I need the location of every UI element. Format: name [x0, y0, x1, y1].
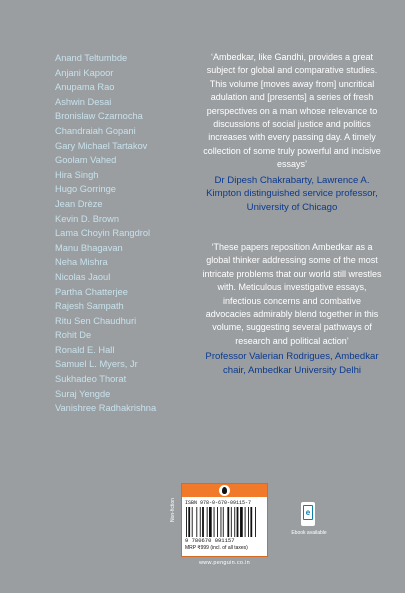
- ebook-label: Ebook available: [291, 530, 327, 536]
- contributor-name: Anand Teltumbde: [55, 53, 128, 63]
- contributor-name: Chandraiah Gopani: [55, 125, 136, 136]
- contributor-name: Neha Mishra: [55, 257, 108, 268]
- ebook-icon: [301, 502, 315, 526]
- contributor-name: Nicolas Jaoul: [55, 271, 111, 282]
- isbn-text: ISBN 978-0-670-09115-7: [185, 500, 252, 506]
- endorsement-quote-2: [200, 241, 384, 378]
- quote-attribution: Dr Dipesh Chakrabarty, Lawrence A. Kimpton distinguished service professor, University of Chicago: [206, 174, 378, 214]
- endorsement-quote-1: [200, 51, 384, 215]
- contributor-name: Samuel L. Myers, Jr: [55, 359, 138, 370]
- contributor-name: Jean Drèze: [55, 198, 103, 209]
- publisher-band: [182, 484, 267, 497]
- contributor-name: Anjani Kapoor: [55, 67, 114, 78]
- contributor-name: Ronald E. Hall: [55, 344, 115, 355]
- contributor-name: Gary Michael Tartakov: [55, 140, 148, 151]
- contributor-name: Sukhadeo Thorat: [55, 374, 127, 385]
- contributor-name: Ashwin Desai: [55, 96, 112, 107]
- quote-text: ‘These papers reposition Ambedkar as a global thinker addressing some of the most intricate problems that our world still wrestles with. Meticulous investigative essays, infectious concerns and combative advocacies admirably blend together in this volume, suggesting several pathways of research and political action’: [202, 242, 382, 346]
- barcode-icon: [186, 507, 263, 537]
- contributor-name: Ritu Sen Chaudhuri: [55, 315, 137, 326]
- quote-attribution: Professor Valerian Rodrigues, Ambedkar chair, Ambedkar University Delhi: [205, 351, 379, 377]
- category-label: Non-fiction: [170, 498, 176, 522]
- contributor-name: Partha Chatterjee: [55, 286, 128, 297]
- contributor-name: Vanishree Radhakrishna: [55, 403, 157, 414]
- contributor-name: Goolam Vahed: [55, 155, 117, 166]
- contributor-name: Suraj Yengde: [55, 388, 111, 399]
- contributor-name: Hugo Gorringe: [55, 184, 116, 195]
- price-text: MRP ₹999 (incl. of all taxes): [185, 545, 248, 551]
- contributor-name: Bronislaw Czarnocha: [55, 111, 143, 122]
- quote-text: ‘Ambedkar, like Gandhi, provides a great subject for global and comparative studies. This volume [moves away from] uncritical adulation and [presents] a series of fresh perspectives on a man whose relevance to discussions of social justice and politics increases with every passing day. A timely collection of some truly powerful and incisive essays’: [203, 52, 381, 170]
- contributor-name: Lama Choyin Rangdrol: [55, 228, 151, 239]
- contributor-name: Anupama Rao: [55, 82, 115, 93]
- contributor-name: Manu Bhagavan: [55, 242, 123, 253]
- publisher-website: www.penguin.co.in: [199, 560, 250, 566]
- contributor-list: [55, 51, 156, 416]
- barcode-digits: 9 780670 091157: [185, 537, 235, 544]
- contributor-name: Rohit De: [55, 330, 92, 341]
- contributor-name: Kevin D. Brown: [55, 213, 120, 224]
- contributor-name: Hira Singh: [55, 169, 99, 180]
- barcode-block: [181, 483, 268, 557]
- ebook-letter: e: [303, 505, 313, 520]
- penguin-logo-icon: [219, 485, 230, 496]
- contributor-name: Rajesh Sampath: [55, 301, 124, 312]
